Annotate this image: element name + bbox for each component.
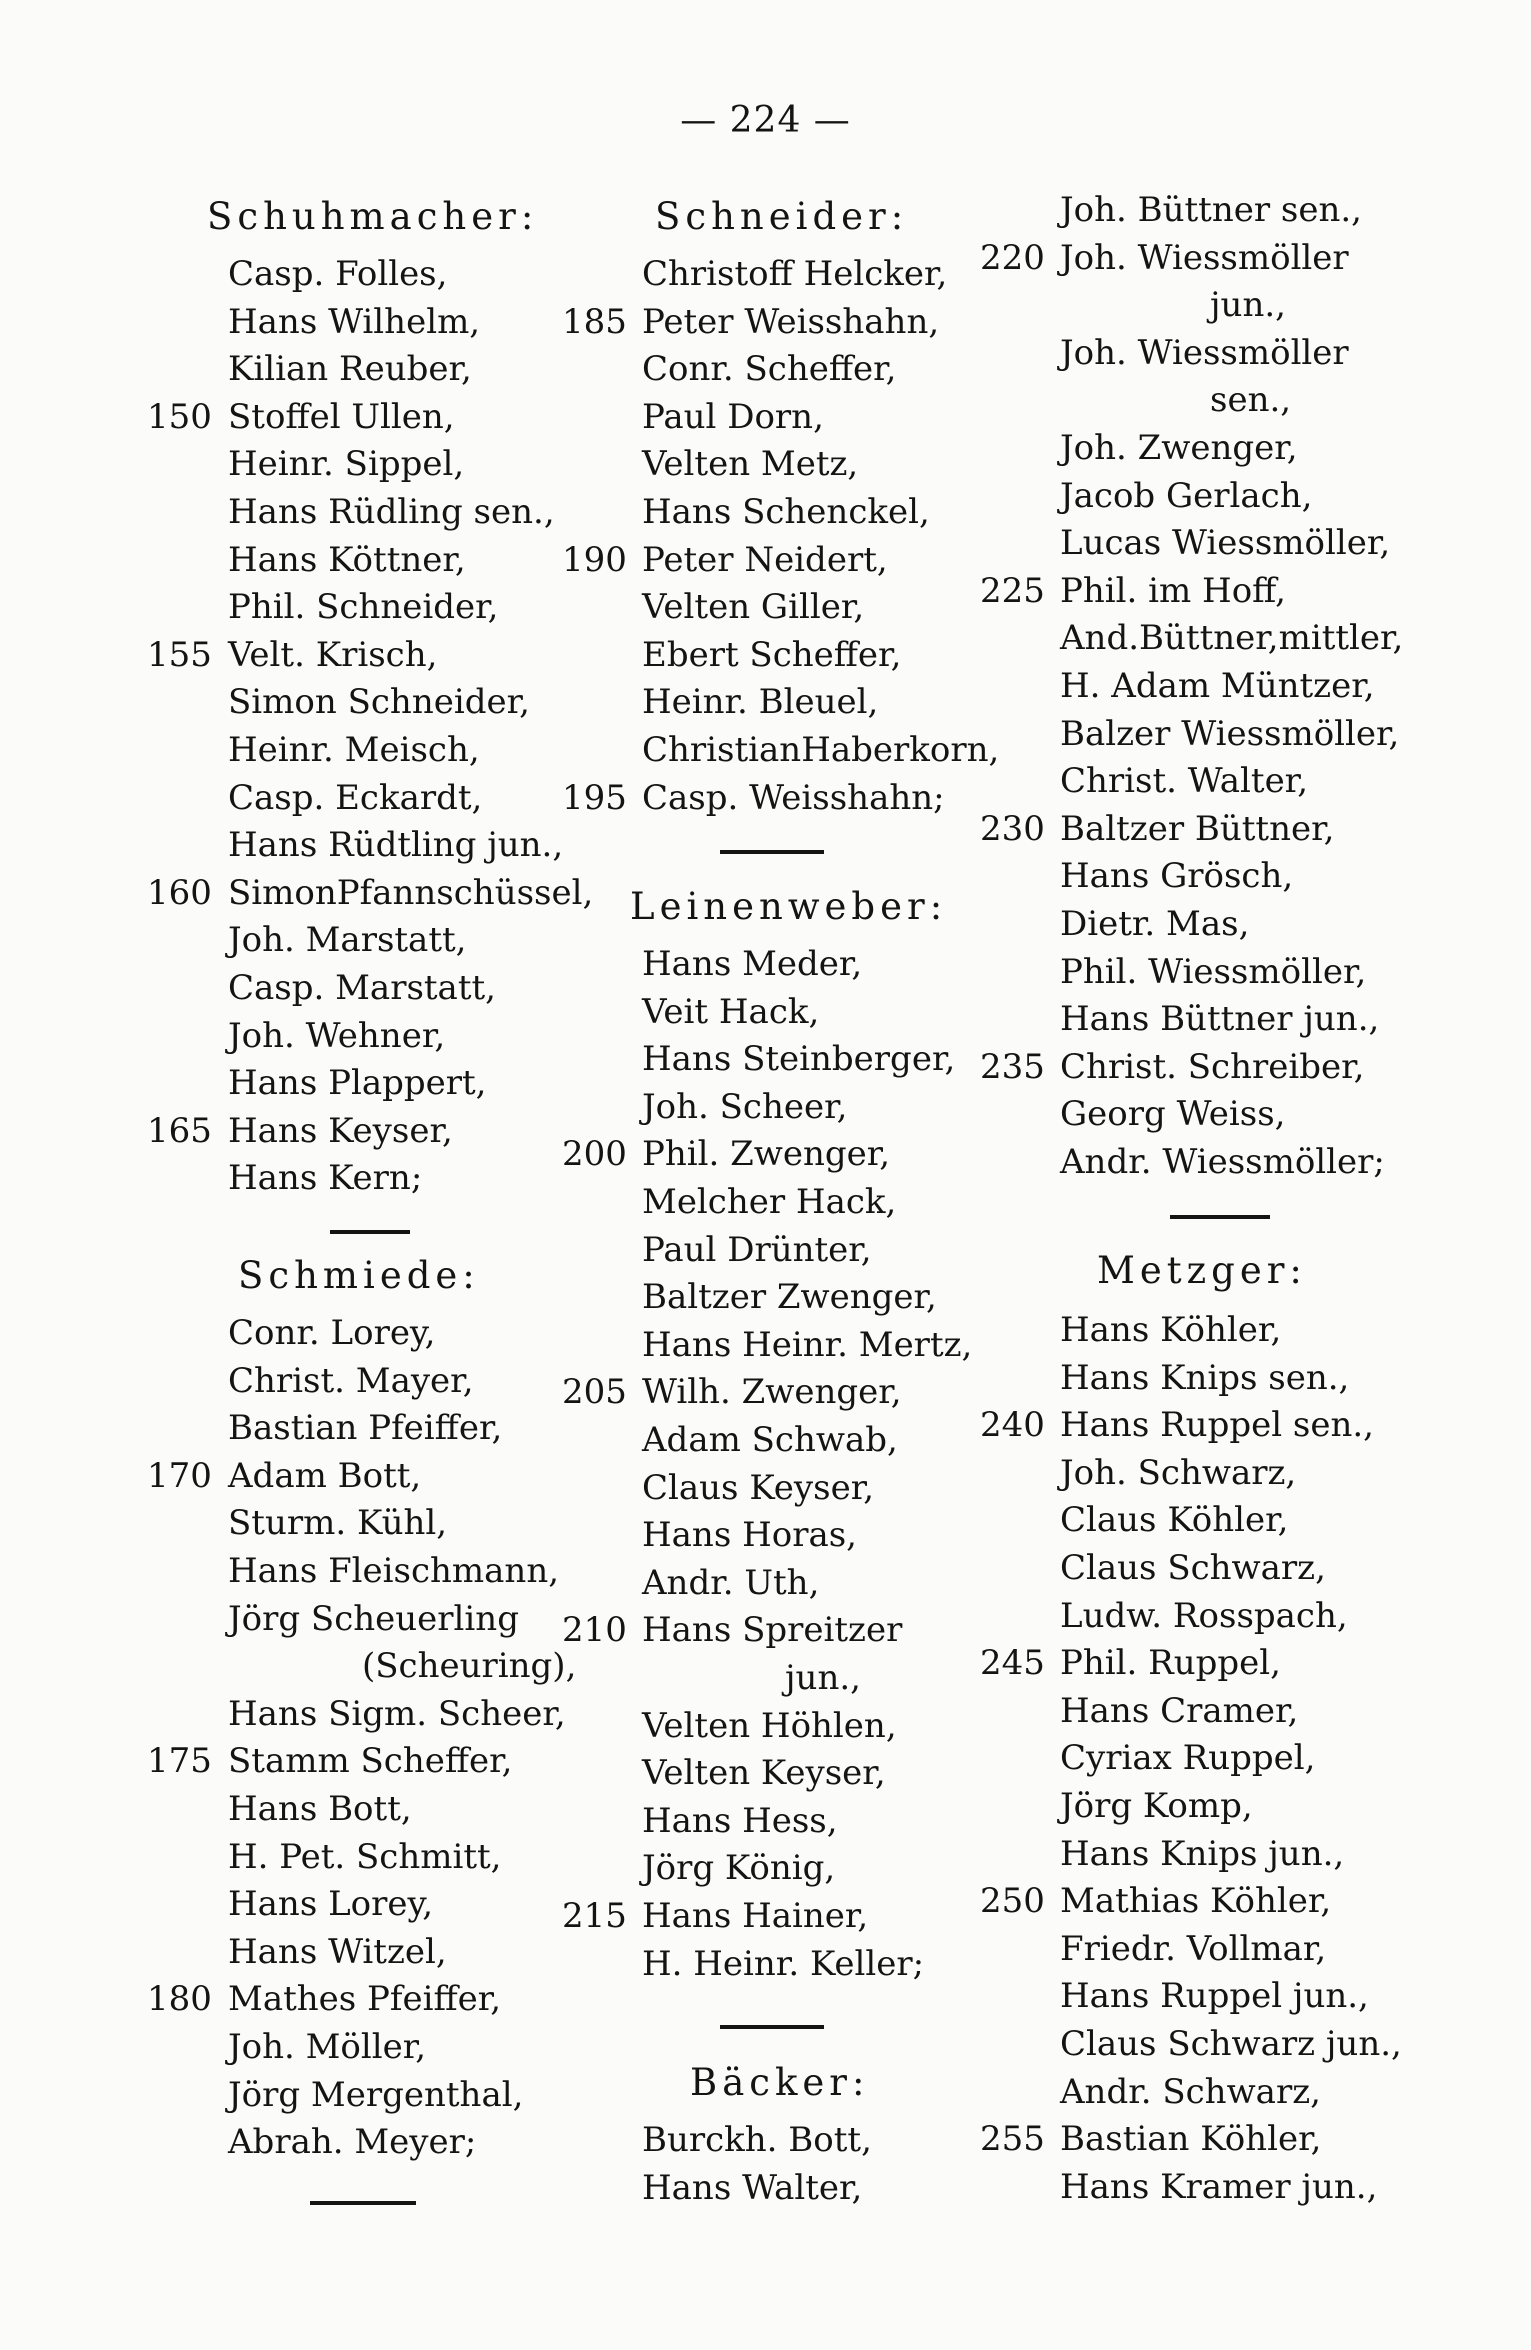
entry-name: jun., [785, 1658, 861, 1698]
entry-name: Velten Höhlen, [642, 1706, 897, 1746]
entry-name: Jacob Gerlach, [1060, 476, 1313, 516]
entry-name: Adam Schwab, [642, 1420, 898, 1460]
entry-number: 170 [147, 1456, 212, 1496]
entry-name: Mathes Pfeiffer, [228, 1979, 502, 2019]
entry-name: sen., [1210, 380, 1292, 420]
entry-name: Claus Köhler, [1060, 1500, 1289, 1540]
entry-number: 150 [147, 397, 212, 437]
entry-name: Claus Schwarz, [1060, 1548, 1326, 1588]
section-heading: Bäcker: [690, 2061, 870, 2104]
entry-number: 230 [980, 809, 1045, 849]
entry-number: 220 [980, 238, 1045, 278]
entry-number: 240 [980, 1405, 1045, 1445]
entry-name: Christoff Helcker, [642, 254, 948, 294]
entry-name: Christ. Walter, [1060, 761, 1309, 801]
entry-name: Hans Witzel, [228, 1932, 447, 1972]
entry-name: Velten Metz, [642, 444, 859, 484]
entry-name: Hans Steinberger, [642, 1039, 956, 1079]
entry-name: Casp. Folles, [228, 254, 448, 294]
page-number: — 224 — [680, 100, 851, 141]
entry-name: Joh. Scheer, [642, 1087, 848, 1127]
entry-name: Peter Neidert, [642, 540, 888, 580]
section-heading: Schuhmacher: [207, 195, 539, 238]
entry-name: Heinr. Sippel, [228, 444, 465, 484]
entry-number: 255 [980, 2119, 1045, 2159]
entry-name: Cyriax Ruppel, [1060, 1738, 1316, 1778]
entry-name: Wilh. Zwenger, [642, 1372, 902, 1412]
entry-name: Hans Cramer, [1060, 1691, 1299, 1731]
entry-number: 215 [562, 1896, 627, 1936]
entry-name: Conr. Lorey, [228, 1313, 436, 1353]
entry-name: Christ. Mayer, [228, 1361, 474, 1401]
entry-name: Jörg König, [642, 1848, 836, 1888]
entry-number: 210 [562, 1610, 627, 1650]
entry-name: Heinr. Meisch, [228, 730, 480, 770]
entry-name: Hans Lorey, [228, 1884, 433, 1924]
section-heading: Schneider: [655, 195, 909, 238]
entry-name: Burckh. Bott, [642, 2120, 872, 2160]
entry-name: Phil. Schneider, [228, 587, 499, 627]
entry-name: Joh. Marstatt, [228, 920, 467, 960]
entry-name: Hans Heinr. Mertz, [642, 1325, 973, 1365]
entry-name: Velten Giller, [642, 587, 865, 627]
entry-name: Hans Büttner jun., [1060, 999, 1380, 1039]
entry-number: 200 [562, 1134, 627, 1174]
entry-name: Jörg Scheuerling [228, 1599, 519, 1639]
entry-name: Melcher Hack, [642, 1182, 897, 1222]
entry-name: Hans Hess, [642, 1801, 838, 1841]
entry-name: Kilian Reuber, [228, 349, 472, 389]
entry-name: Hans Meder, [642, 944, 863, 984]
entry-name: Hans Keyser, [228, 1111, 453, 1151]
entry-name: Hans Kramer jun., [1060, 2167, 1378, 2207]
entry-name: Dietr. Mas, [1060, 904, 1250, 944]
entry-name: Hans Spreitzer [642, 1610, 903, 1650]
entry-name: Hans Walter, [642, 2168, 863, 2208]
entry-name: Veit Hack, [642, 992, 820, 1032]
entry-number: 175 [147, 1741, 212, 1781]
entry-number: 155 [147, 635, 212, 675]
entry-name: Baltzer Zwenger, [642, 1277, 937, 1317]
entry-name: Paul Drünter, [642, 1230, 872, 1270]
entry-name: Joh. Zwenger, [1060, 428, 1298, 468]
entry-name: Hans Bott, [228, 1789, 412, 1829]
entry-name: Phil. Wiessmöller, [1060, 952, 1367, 992]
entry-name: Hans Fleischmann, [228, 1551, 560, 1591]
entry-name: Andr. Uth, [642, 1563, 820, 1603]
entry-name: Casp. Marstatt, [228, 968, 496, 1008]
entry-name: Velten Keyser, [642, 1753, 886, 1793]
entry-name: jun., [1210, 285, 1286, 325]
entry-name: Jörg Komp, [1060, 1786, 1253, 1826]
entry-name: Hans Rüdling sen., [228, 492, 555, 532]
section-heading: Metzger: [1097, 1249, 1307, 1292]
entry-name: Phil. Zwenger, [642, 1134, 891, 1174]
entry-name: Andr. Schwarz, [1060, 2072, 1321, 2112]
entry-name: Joh. Wiessmöller [1060, 238, 1349, 278]
entry-name: Baltzer Büttner, [1060, 809, 1335, 849]
section-divider [1170, 1215, 1270, 1219]
entry-name: H. Pet. Schmitt, [228, 1837, 502, 1877]
entry-name: Casp. Eckardt, [228, 778, 483, 818]
entry-name: Joh. Wiessmöller [1060, 333, 1349, 373]
entry-number: 160 [147, 873, 212, 913]
entry-name: Balzer Wiessmöller, [1060, 714, 1400, 754]
entry-name: Joh. Möller, [228, 2027, 427, 2067]
entry-name: Hans Rüdtling jun., [228, 825, 564, 865]
entry-name: Andr. Wiessmöller; [1060, 1142, 1385, 1182]
entry-name: (Scheuring), [362, 1646, 577, 1686]
entry-name: Phil. Ruppel, [1060, 1643, 1281, 1683]
entry-name: Ebert Scheffer, [642, 635, 902, 675]
entry-name: Heinr. Bleuel, [642, 682, 879, 722]
entry-name: Hans Hainer, [642, 1896, 869, 1936]
entry-name: Peter Weisshahn, [642, 302, 940, 342]
entry-name: Bastian Pfeiffer, [228, 1408, 503, 1448]
entry-name: Christ. Schreiber, [1060, 1047, 1365, 1087]
entry-name: SimonPfannschüssel, [228, 873, 594, 913]
entry-name: And.Büttner,mittler, [1060, 618, 1404, 658]
entry-name: Hans Horas, [642, 1515, 857, 1555]
entry-name: Adam Bott, [228, 1456, 422, 1496]
entry-number: 245 [980, 1643, 1045, 1683]
entry-name: Conr. Scheffer, [642, 349, 897, 389]
entry-name: Claus Schwarz jun., [1060, 2024, 1402, 2064]
entry-name: Phil. im Hoff, [1060, 571, 1286, 611]
entry-name: H. Adam Müntzer, [1060, 666, 1375, 706]
entry-name: Paul Dorn, [642, 397, 824, 437]
entry-number: 225 [980, 571, 1045, 611]
entry-number: 165 [147, 1111, 212, 1151]
entry-name: Stamm Scheffer, [228, 1741, 513, 1781]
entry-name: Hans Köttner, [228, 540, 466, 580]
entry-name: Velt. Krisch, [228, 635, 438, 675]
entry-name: Hans Ruppel jun., [1060, 1976, 1369, 2016]
entry-name: Hans Knips sen., [1060, 1358, 1350, 1398]
entry-name: H. Heinr. Keller; [642, 1944, 925, 1984]
entry-name: Ludw. Rosspach, [1060, 1596, 1348, 1636]
entry-number: 195 [562, 778, 627, 818]
entry-name: Jörg Mergenthal, [228, 2075, 524, 2115]
entry-name: Stoffel Ullen, [228, 397, 455, 437]
entry-name: Bastian Köhler, [1060, 2119, 1322, 2159]
entry-name: Mathias Köhler, [1060, 1881, 1332, 1921]
entry-name: Hans Plappert, [228, 1063, 487, 1103]
entry-number: 250 [980, 1881, 1045, 1921]
entry-number: 180 [147, 1979, 212, 2019]
entry-name: Sturm. Kühl, [228, 1503, 448, 1543]
entry-name: Hans Grösch, [1060, 856, 1294, 896]
entry-name: Hans Kern; [228, 1158, 423, 1198]
entry-name: Joh. Schwarz, [1060, 1453, 1297, 1493]
entry-number: 185 [562, 302, 627, 342]
entry-name: Lucas Wiessmöller, [1060, 523, 1391, 563]
entry-name: Hans Köhler, [1060, 1310, 1282, 1350]
entry-name: Joh. Wehner, [228, 1016, 446, 1056]
entry-name: ChristianHaberkorn, [642, 730, 1000, 770]
section-heading: Schmiede: [238, 1254, 480, 1297]
entry-name: Hans Ruppel sen., [1060, 1405, 1374, 1445]
entry-name: Hans Wilhelm, [228, 302, 481, 342]
section-heading: Leinenweber: [630, 885, 948, 928]
entry-name: Friedr. Vollmar, [1060, 1929, 1327, 1969]
entry-number: 205 [562, 1372, 627, 1412]
entry-name: Abrah. Meyer; [228, 2122, 477, 2162]
entry-name: Claus Keyser, [642, 1468, 875, 1508]
entry-name: Hans Schenckel, [642, 492, 930, 532]
entry-number: 190 [562, 540, 627, 580]
entry-name: Joh. Büttner sen., [1060, 190, 1362, 230]
entry-name: Casp. Weisshahn; [642, 778, 945, 818]
entry-number: 235 [980, 1047, 1045, 1087]
entry-name: Georg Weiss, [1060, 1094, 1286, 1134]
entry-name: Hans Knips jun., [1060, 1834, 1345, 1874]
entry-name: Hans Sigm. Scheer, [228, 1694, 566, 1734]
entry-name: Simon Schneider, [228, 682, 530, 722]
